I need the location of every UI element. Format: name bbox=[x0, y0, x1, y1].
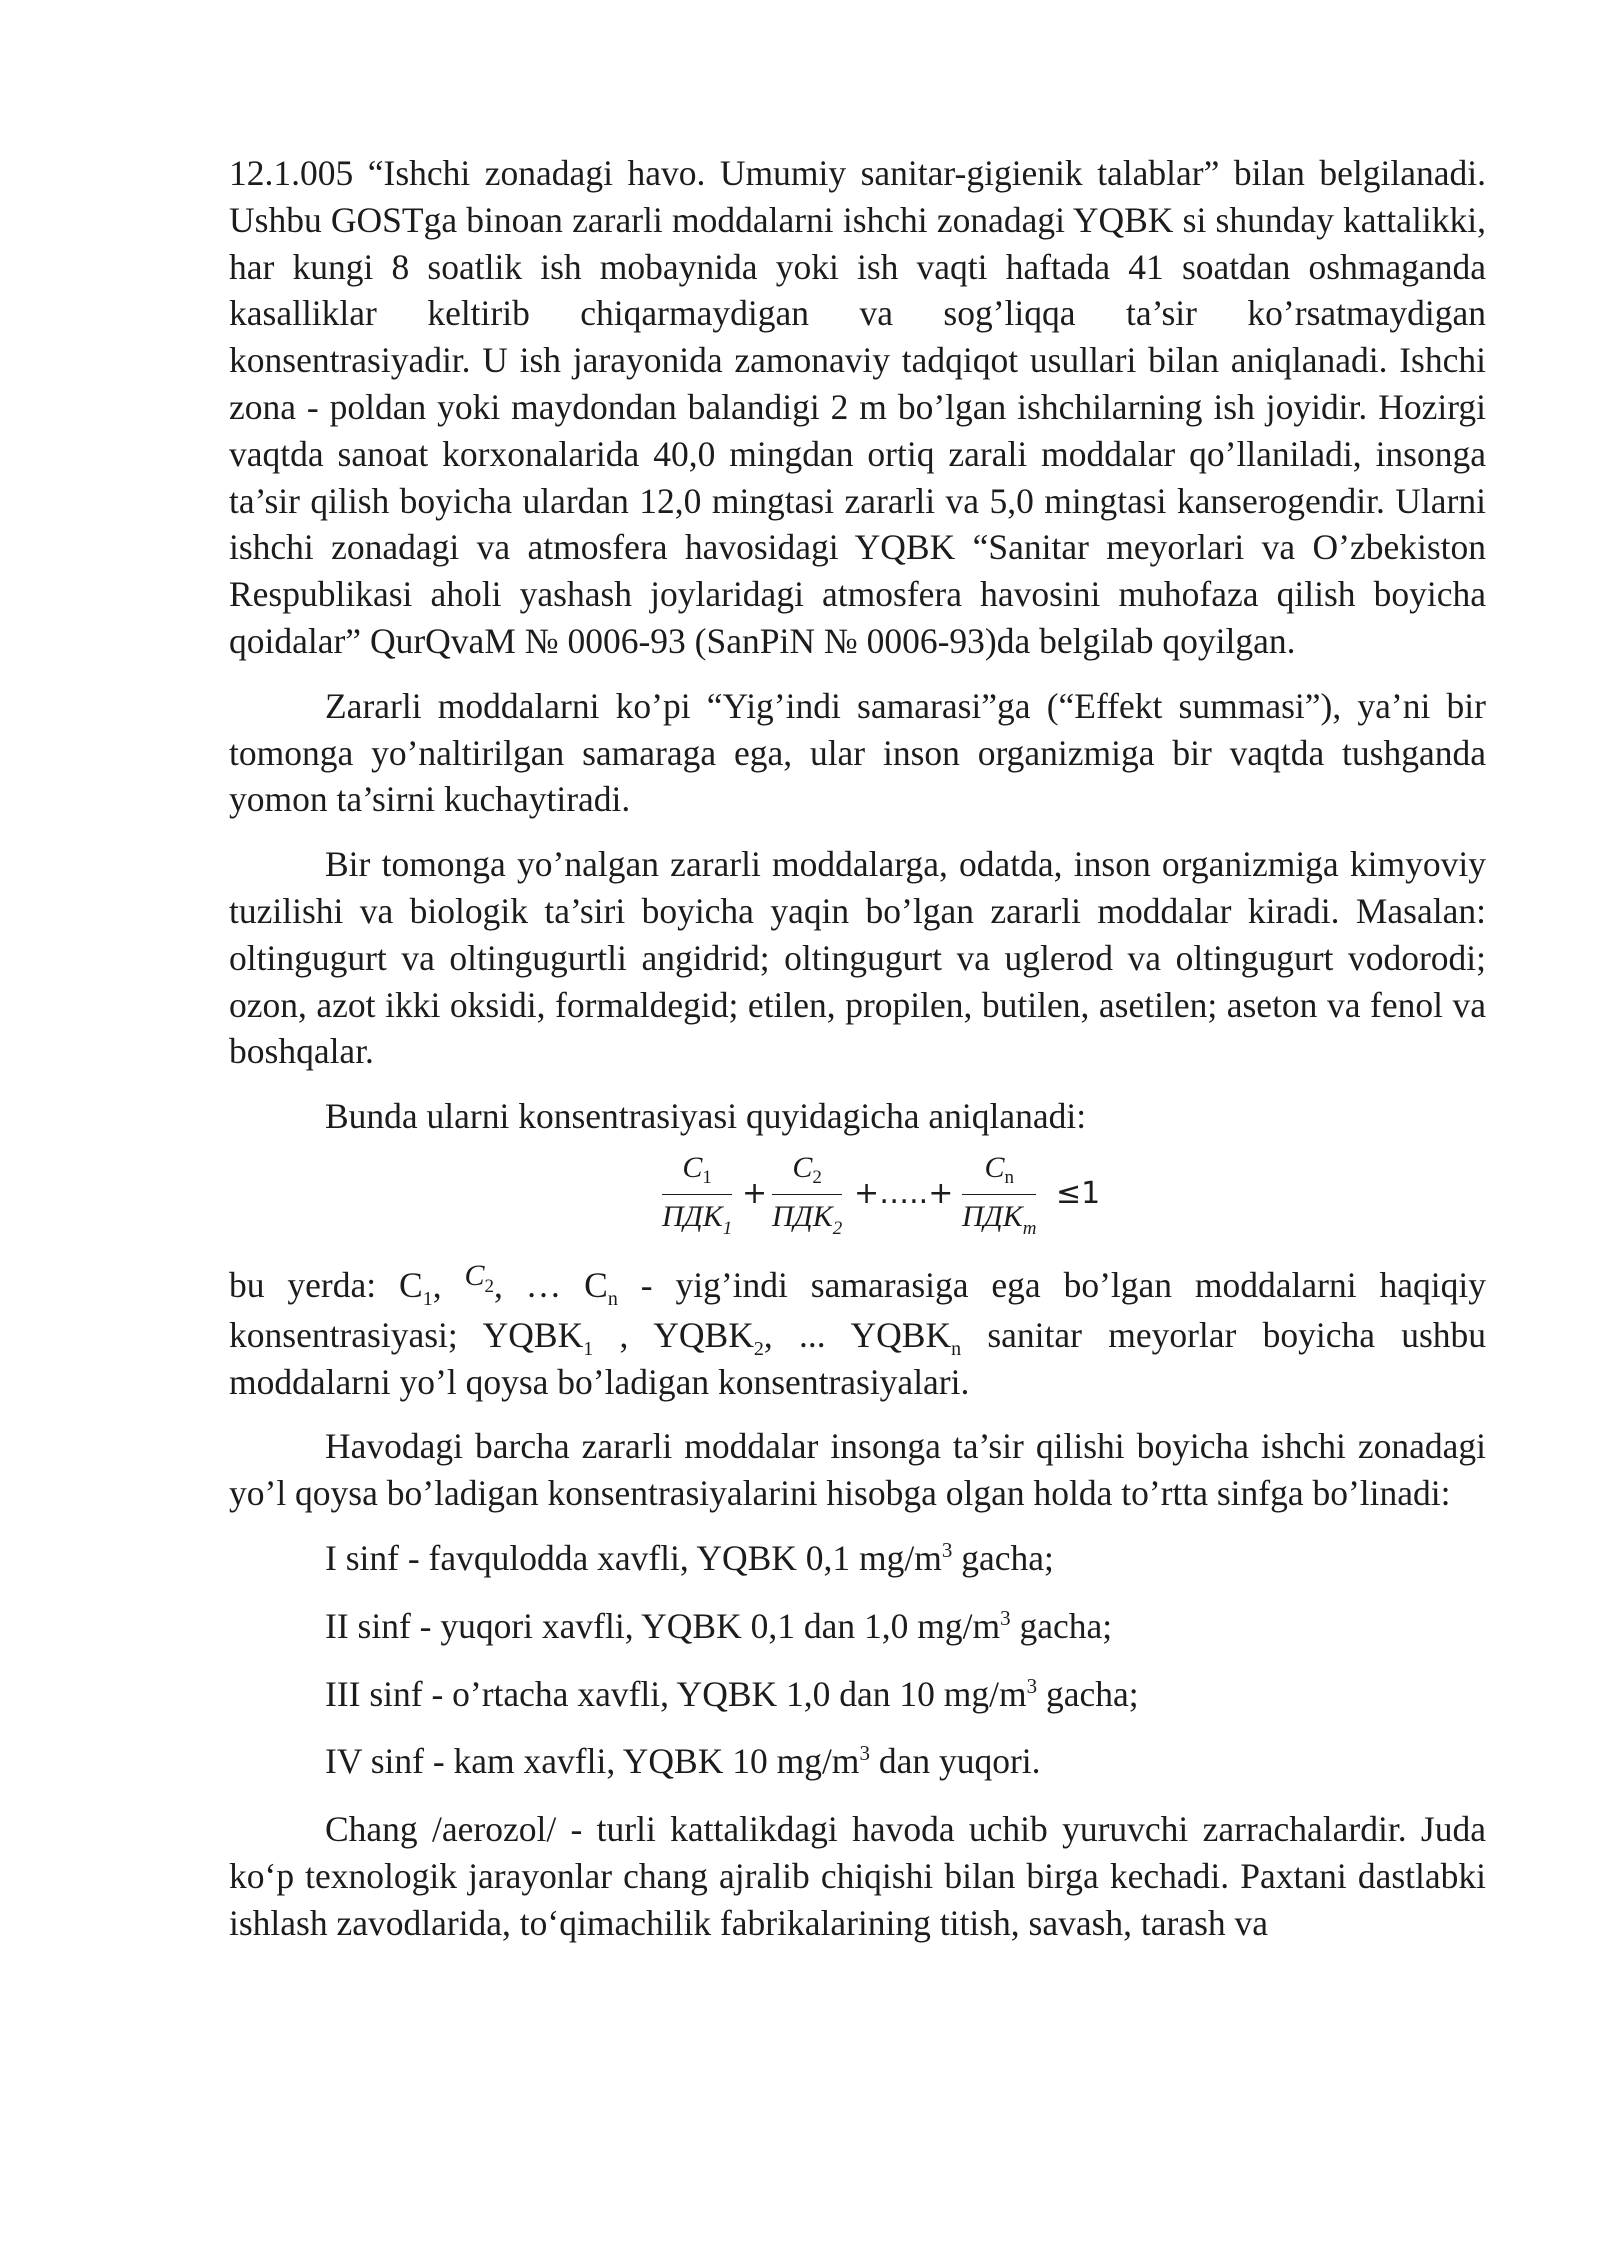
hazard-class-2: II sinf - yuqori xavfli, YQBK 0,1 dan 1,0 $mg/m^3$ gacha; bbox=[325, 1605, 1113, 1646]
hazard-class-3: III sinf - o’rtacha xavfli, YQBK 1,0 dan 10 $mg/m^3$ gacha; bbox=[325, 1673, 1139, 1714]
hazard-class-4: IV sinf - kam xavfli, YQBK 10 $mg/m^3$ dan yuqori. bbox=[325, 1741, 1041, 1782]
c2-symbol: C2 bbox=[464, 1258, 494, 1297]
relation-le-one: ≤1 bbox=[1056, 1175, 1101, 1211]
paragraph-standard-definition: 12.1.005 “Ishchi zonadagi havo. Umumiy sanitar-gigienik talablar” bilan belgilanadi. Ushbu GOSTga binoan zararli moddalarni ishchi zonadagi YQBK si shunday kattalikki, har kungi 8 soatlik ish mobaynida yoki ish vaqti haftada 41 soatdan oshmaganda kasalliklar keltirib chiqarmaydigan va sog’liqqa ta’sir ko’rsatmaydigan konsentrasiyadir. U ish jarayonida zamonaviy tadqiqot usullari bilan aniqlanadi. Ishchi zona - poldan yoki maydondan balandigi 2 m bo’lgan ishchilarning ish joyidir. Hozirgi vaqtda sanoat korxonalarida 40,0 mingdan ortiq zarali moddalar qo’llaniladi, insonga ta’sir qilish boyicha ulardan 12,0 mingtasi zararli va 5,0 mingtasi kanserogendir. Ularni ishchi zonadagi va atmosfera havosidagi YQBK “Sanitar meyorlari va O’zbekiston Respublikasi aholi yashash joylaridagi atmosfera havosini muhofaza qilish boyicha qoidalar” QurQvaM № 0006-93 (SanPiN № 0006-93)da belgilab qoyilgan. bbox=[229, 153, 1486, 661]
fraction-1: $C_1$ $ПДК_1$ bbox=[662, 1150, 733, 1239]
hazard-class-1: I sinf - favqulodda xavfli, YQBK 0,1 $mg/m^3$ gacha; bbox=[325, 1537, 1054, 1578]
paragraph-formula-explanation: bu yerda: $C_1$, $^{C_2}$, … $C_n$ - yig’indi samarasiga ega bo’lgan moddalarni haqiqiy konsentrasiyasi; $YQBK_1$ , $YQBK_2$, ... $YQBK_n$ sanitar meyorlar boyicha ushbu moddalarni yo’l qoysa bo’ladigan konsentrasiyalari. bbox=[229, 1258, 1487, 1402]
formula-intro: Bunda ularni konsentrasiyasi quyidagicha aniqlanadi: bbox=[325, 1096, 1087, 1137]
ellipsis-sum: +…..+ bbox=[854, 1175, 954, 1211]
document-body bbox=[229, 150, 1486, 1947]
paragraph-dust-aerosol: Chang /aerozol/ - turli kattalikdagi havoda uchib yuruvchi zarrachalardir. Juda ko‘p texnologik jarayonlar chang ajralib chiqishi bilan birga kechadi. Paxtani dastlabki ishlash zavodlarida, to‘qimachilik fabrikalarining titish, savash, tarash va bbox=[229, 1809, 1486, 1943]
paragraph-hazard-classes-intro: Havodagi barcha zararli moddalar insonga ta’sir qilishi boyicha ishchi zonadagi yo’l qoysa bo’ladigan konsentrasiyalarini hisobga olgan holda to’rtta sinfga bo’linadi: bbox=[229, 1426, 1486, 1514]
summation-formula bbox=[662, 1148, 1162, 1248]
plus-sign: + bbox=[742, 1175, 768, 1211]
fraction-2: $C_2$ $ПДК_2$ bbox=[772, 1150, 843, 1239]
formula-block bbox=[229, 1148, 1486, 1244]
paragraph-unidirectional-substances: Bir tomonga yo’nalgan zararli moddalarga, odatda, inson organizmiga kimyoviy tuzilishi va biologik ta’siri boyicha yaqin bo’lgan zararli moddalar kiradi. Masalan: oltingugurt va oltingugurtli angidrid; oltingugurt va uglerod va oltingugurt vodorodi; ozon, azot ikki oksidi, formaldegid; etilen, propilen, butilen, asetilen; aseton va fenol va boshqalar. bbox=[229, 844, 1486, 1072]
fraction-n: $C_n$ $ПДК_m$ bbox=[962, 1150, 1037, 1239]
paragraph-summation-effect: Zararli moddalarni ko’pi “Yig’indi samarasi”ga (“Effekt summasi”), ya’ni bir tomonga yo’naltirilgan samaraga ega, ular inson organizmiga bir vaqtda tushganda yomon ta’sirni kuchaytiradi. bbox=[229, 685, 1486, 820]
